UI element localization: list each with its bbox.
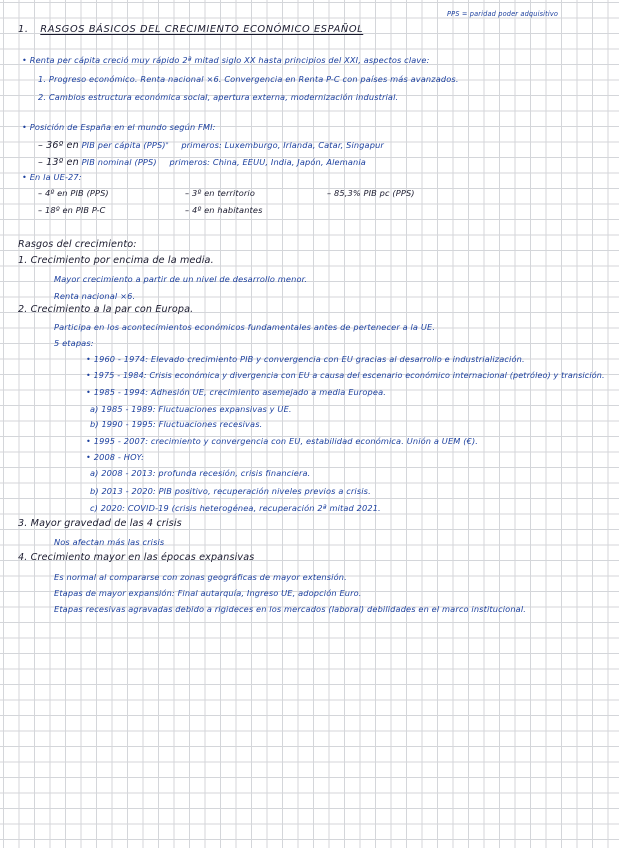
rasgo-2-title: 2. Crecimiento a la par con Europa. <box>18 304 194 315</box>
eu-pib-pc-rank: – 18º en PIB P-C <box>38 205 106 215</box>
stage-2008-hoy: • 2008 - HOY: <box>86 452 145 462</box>
pib-nominal-label: PIB nominal (PPS) <box>81 157 157 167</box>
eu-header: • En la UE-27: <box>22 172 82 182</box>
stages-label: 5 etapas: <box>54 338 94 348</box>
position-header: • Posición de España en el mundo según FMI: <box>22 122 216 132</box>
intro-item-2: 2. Cambios estructura económica social, apertura externa, modernización industrial. <box>38 92 399 102</box>
rank-13: – 13º en <box>38 157 79 168</box>
stage-2008-2013: a) 2008 - 2013: profunda recesión, crisis financiera. <box>90 468 311 478</box>
intro-item-1: 1. Progreso económico. Renta nacional ×6. Convergencia en Renta P-C con países más avanzados. <box>38 74 459 84</box>
rasgo-3-title: 3. Mayor gravedad de las 4 crisis <box>18 518 182 529</box>
rasgo-4-note-1: Es normal al compararse con zonas geográficas de mayor extensión. <box>54 572 347 582</box>
pib-nominal-leaders: primeros: China, EEUU, India, Japón, Alemania <box>169 157 366 167</box>
rasgo-4-note-3: Etapas recesivas agravadas debido a rigideces en los mercados (laboral) debilidades en el marco institucional. <box>54 604 527 614</box>
rasgo-3-note: Nos afectan más las crisis <box>54 537 165 547</box>
stage-2020: c) 2020: COVID-19 (crisis heterogénea, recuperación 2ª mitad 2021. <box>90 503 381 513</box>
stage-1985-1989: a) 1985 - 1989: Fluctuaciones expansivas y UE. <box>90 404 292 414</box>
stage-1960-1974: • 1960 - 1974: Elevado crecimiento PIB y convergencia con EU gracias al desarrollo e industrialización. <box>86 354 525 364</box>
top-note: PPS = paridad poder adquisitivo <box>447 10 559 18</box>
stage-2013-2020: b) 2013 - 2020: PIB positivo, recuperación niveles previos a crisis. <box>90 486 371 496</box>
rasgo-4-note-2: Etapas de mayor expansión: Final autarquía, Ingreso UE, adopción Euro. <box>54 588 362 598</box>
position-line-2 <box>38 157 366 168</box>
stage-1985-1994: • 1985 - 1994: Adhesión UE, crecimiento asemejado a media Europea. <box>86 387 386 397</box>
rank-36: – 36º en <box>38 140 79 151</box>
rasgos-heading: Rasgos del crecimiento: <box>18 239 137 250</box>
title-number: 1. <box>18 24 29 35</box>
stage-1995-2007: • 1995 - 2007: crecimiento y convergencia con EU, estabilidad económica. Unión a UEM (€). <box>86 436 479 446</box>
asterisk-note: * <box>165 142 169 148</box>
pib-per-capita-leaders: primeros: Luxemburgo, Irlanda, Catar, Singapur <box>181 140 384 150</box>
pib-per-capita-label: PIB per cápita (PPS) <box>81 140 166 150</box>
page-title <box>18 25 363 35</box>
intro-main: • Renta per cápita creció muy rápido 2ª mitad siglo XX hasta principios del XXI, aspectos clave: <box>22 55 430 65</box>
position-line-1 <box>38 140 384 151</box>
rasgo-1-note-2: Renta nacional ×6. <box>54 291 136 301</box>
eu-territory-rank: – 3º en territorio <box>185 188 256 198</box>
eu-pib-rank: – 4º en PIB (PPS) <box>38 188 109 198</box>
rasgo-2-note: Participa en los acontecimientos económicos fundamentales antes de pertenecer a la UE. <box>54 322 436 332</box>
rasgo-1-title: 1. Crecimiento por encima de la media. <box>18 255 214 266</box>
rasgo-4-title: 4. Crecimiento mayor en las épocas expansivas <box>18 552 255 563</box>
title-text: RASGOS BÁSICOS DEL CRECIMIENTO ECONÓMICO ESPAÑOL <box>40 24 364 35</box>
eu-population-rank: – 4º en habitantes <box>185 205 263 215</box>
stage-1975-1984: • 1975 - 1984: Crisis económica y divergencia con EU a causa del escenario económico internacional (petróleo) y transición. <box>86 371 605 380</box>
rasgo-1-note-1: Mayor crecimiento a partir de un nivel de desarrollo menor. <box>54 274 308 284</box>
stage-1990-1995: b) 1990 - 1995: Fluctuaciones recesivas. <box>90 419 263 429</box>
eu-pib-pc-pps: – 85,3% PIB pc (PPS) <box>327 188 415 198</box>
